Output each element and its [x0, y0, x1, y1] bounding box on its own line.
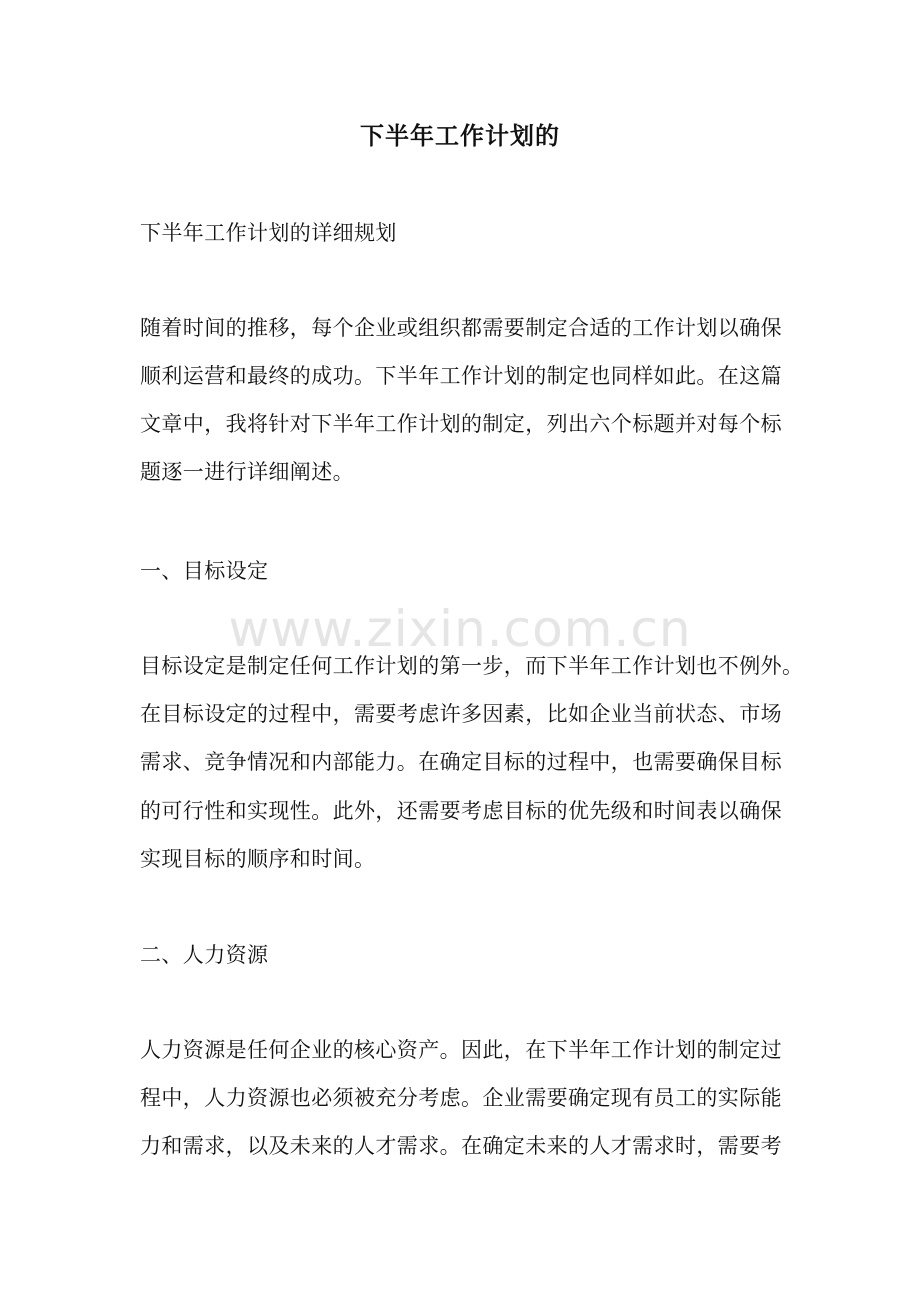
- section-body-line: 实现目标的顺序和时间。: [140, 847, 376, 871]
- section-body-line: 力和需求，以及未来的人才需求。在确定未来的人才需求时，需要考: [140, 1134, 782, 1158]
- document-subtitle: 下半年工作计划的详细规划: [140, 221, 397, 245]
- section-body-line: 目标设定是制定任何工作计划的第一步，而下半年工作计划也不例外。: [140, 654, 804, 678]
- intro-line: 随着时间的推移，每个企业或组织都需要制定合适的工作计划以确保: [140, 316, 782, 340]
- intro-line: 题逐一进行详细阐述。: [140, 460, 354, 484]
- intro-line: 顺利运营和最终的成功。下半年工作计划的制定也同样如此。在这篇: [140, 364, 782, 388]
- section-body-line: 的可行性和实现性。此外，还需要考虑目标的优先级和时间表以确保: [140, 799, 782, 823]
- watermark: www.zixin.com.cn: [228, 600, 692, 658]
- section-heading: 二、人力资源: [140, 943, 269, 967]
- section-body-line: 在目标设定的过程中，需要考虑许多因素，比如企业当前状态、市场: [140, 702, 782, 726]
- section-body-line: 人力资源是任何企业的核心资产。因此，在下半年工作计划的制定过: [140, 1038, 782, 1062]
- section-body-line: 需求、竞争情况和内部能力。在确定目标的过程中，也需要确保目标: [140, 750, 782, 774]
- intro-line: 文章中，我将针对下半年工作计划的制定，列出六个标题并对每个标: [140, 412, 782, 436]
- section-heading: 一、目标设定: [140, 559, 269, 583]
- document-title: 下半年工作计划的: [360, 121, 560, 150]
- section-body-line: 程中，人力资源也必须被充分考虑。企业需要确定现有员工的实际能: [140, 1086, 782, 1110]
